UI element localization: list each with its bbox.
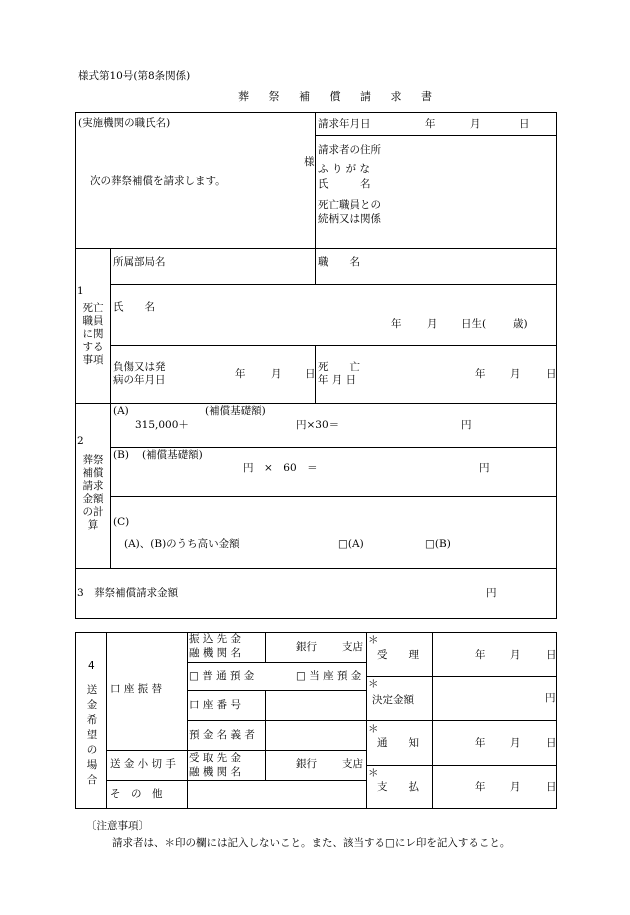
month-label: 月	[470, 118, 481, 130]
c-option-b-checkbox[interactable]: □(B)	[425, 538, 451, 550]
relation-label-2: 続柄又は関係	[318, 213, 381, 225]
account-transfer-label: 口 座 振 替	[110, 683, 163, 695]
age-suffix: 歳)	[513, 318, 528, 330]
bank-label-1: 振 込 先 金	[189, 633, 242, 645]
account-number-label: 口 座 番 号	[189, 699, 242, 711]
other-label: そ の 他	[110, 788, 163, 800]
injury-day: 日	[305, 368, 316, 380]
divider	[187, 690, 366, 691]
divider	[106, 632, 107, 809]
divider	[315, 135, 557, 136]
injury-label-1: 負傷又は発	[113, 361, 166, 373]
section2-number: 2	[77, 435, 84, 447]
b-base-label: (補償基礎額)	[142, 449, 203, 461]
section3-label: 3 葬祭補償請求金額	[77, 587, 179, 599]
star-mark: ＊	[368, 767, 379, 779]
death-label-2: 年 月 日	[318, 374, 357, 386]
year-label: 年	[425, 118, 436, 130]
birth-day: 日生(	[461, 318, 487, 330]
recv-branch-text: 支店	[342, 758, 363, 770]
divider	[366, 765, 557, 766]
furigana-label: ふ り が な	[318, 163, 371, 175]
receipt-label: 受 理	[377, 649, 419, 661]
divider	[75, 403, 557, 404]
b-formula: 円 × 60 ＝	[243, 462, 318, 474]
page-title: 葬 祭 補 償 請 求 書	[238, 90, 440, 103]
current-deposit-checkbox[interactable]: □ 当 座 預 金	[296, 670, 362, 682]
notice-month: 月	[510, 737, 521, 749]
notice-year: 年	[475, 737, 486, 749]
divider	[106, 750, 366, 751]
c-label: (C)	[113, 516, 130, 528]
recv-bank-text: 銀行	[296, 758, 317, 770]
day-label: 日	[519, 118, 530, 130]
receipt-year: 年	[475, 649, 486, 661]
divider	[110, 248, 111, 568]
dept-label: 所属部局名	[113, 256, 166, 268]
divider	[110, 496, 557, 497]
account-holder-label: 預 金 名 義 者	[189, 729, 255, 741]
title-label: 職 名	[318, 256, 360, 268]
divider	[75, 568, 557, 569]
a-base-label: (補償基礎額)	[205, 405, 266, 417]
injury-year: 年	[235, 368, 246, 380]
divider	[110, 284, 557, 285]
recv-bank-label-1: 受 取 先 金	[189, 752, 242, 764]
death-month: 月	[510, 368, 521, 380]
b-yen: 円	[479, 462, 490, 474]
section1-number: 1	[77, 285, 84, 297]
notes-heading: 〔注意事項〕	[86, 820, 149, 832]
branch-text: 支店	[342, 641, 363, 653]
death-day: 日	[546, 368, 557, 380]
notice-label: 通 知	[377, 737, 419, 749]
divider	[110, 447, 557, 448]
request-text: 次の葬祭補償を請求します。	[90, 175, 226, 187]
check-label: 送 金 小 切 手	[110, 758, 176, 770]
injury-label-2: 病の年月日	[113, 374, 166, 386]
form-number: 様式第10号(第8条関係)	[78, 70, 191, 82]
payment-label: 支 払	[377, 781, 419, 793]
section4-number: 4	[88, 660, 95, 672]
c-option-a-checkbox[interactable]: □(A)	[338, 538, 364, 550]
star-mark: ＊	[368, 723, 379, 735]
death-label-1: 死 亡	[318, 361, 360, 373]
decision-yen: 円	[545, 692, 556, 704]
section1-heading: 死亡職員に関する事項	[82, 302, 104, 366]
request-date-label: 請求年月日	[318, 118, 371, 130]
receipt-day: 日	[546, 649, 557, 661]
injury-month: 月	[271, 368, 282, 380]
divider	[366, 720, 557, 721]
divider	[187, 720, 366, 721]
death-year: 年	[475, 368, 486, 380]
receipt-month: 月	[510, 649, 521, 661]
divider	[315, 112, 316, 249]
divider	[187, 662, 366, 663]
decision-amount-label: 決定金額	[372, 694, 414, 706]
address-label: 請求者の住所	[318, 144, 381, 156]
divider	[265, 632, 266, 662]
birth-year: 年	[391, 318, 402, 330]
divider	[315, 248, 316, 284]
honorific: 様	[304, 156, 315, 168]
b-label: (B)	[113, 449, 129, 461]
institution-label: (実施機関の職氏名)	[78, 117, 171, 129]
star-mark: ＊	[368, 634, 379, 646]
payment-day: 日	[546, 781, 557, 793]
name-label: 氏 名	[318, 178, 371, 190]
section4-heading: 送金希望の場合	[86, 684, 98, 786]
payment-year: 年	[475, 781, 486, 793]
ordinary-deposit-checkbox[interactable]: □ 普 通 預 金	[189, 670, 255, 682]
section2-heading: 葬祭補償請求金額の計算	[82, 454, 104, 531]
divider	[265, 690, 266, 780]
divider	[366, 676, 557, 677]
a-amount: 315,000＋	[135, 419, 189, 431]
notice-day: 日	[546, 737, 557, 749]
divider	[106, 780, 366, 781]
relation-label-1: 死亡職員との	[318, 199, 381, 211]
deceased-name-label: 氏 名	[113, 301, 155, 313]
divider	[110, 345, 557, 346]
bank-text: 銀行	[296, 641, 317, 653]
section3-yen: 円	[486, 587, 497, 599]
notes-text: 請求者は、＊印の欄には記入しないこと。また、該当する□にレ印を記入すること。	[112, 837, 511, 849]
bank-label-2: 融 機 関 名	[189, 647, 242, 659]
payment-month: 月	[510, 781, 521, 793]
a-yen: 円	[461, 419, 472, 431]
birth-month: 月	[427, 318, 438, 330]
a-label: (A)	[113, 405, 129, 417]
c-text: (A)、(B)のうち高い金額	[124, 538, 240, 550]
a-formula: 円×30＝	[296, 419, 340, 431]
recv-bank-label-2: 融 機 関 名	[189, 766, 242, 778]
star-mark: ＊	[368, 678, 379, 690]
